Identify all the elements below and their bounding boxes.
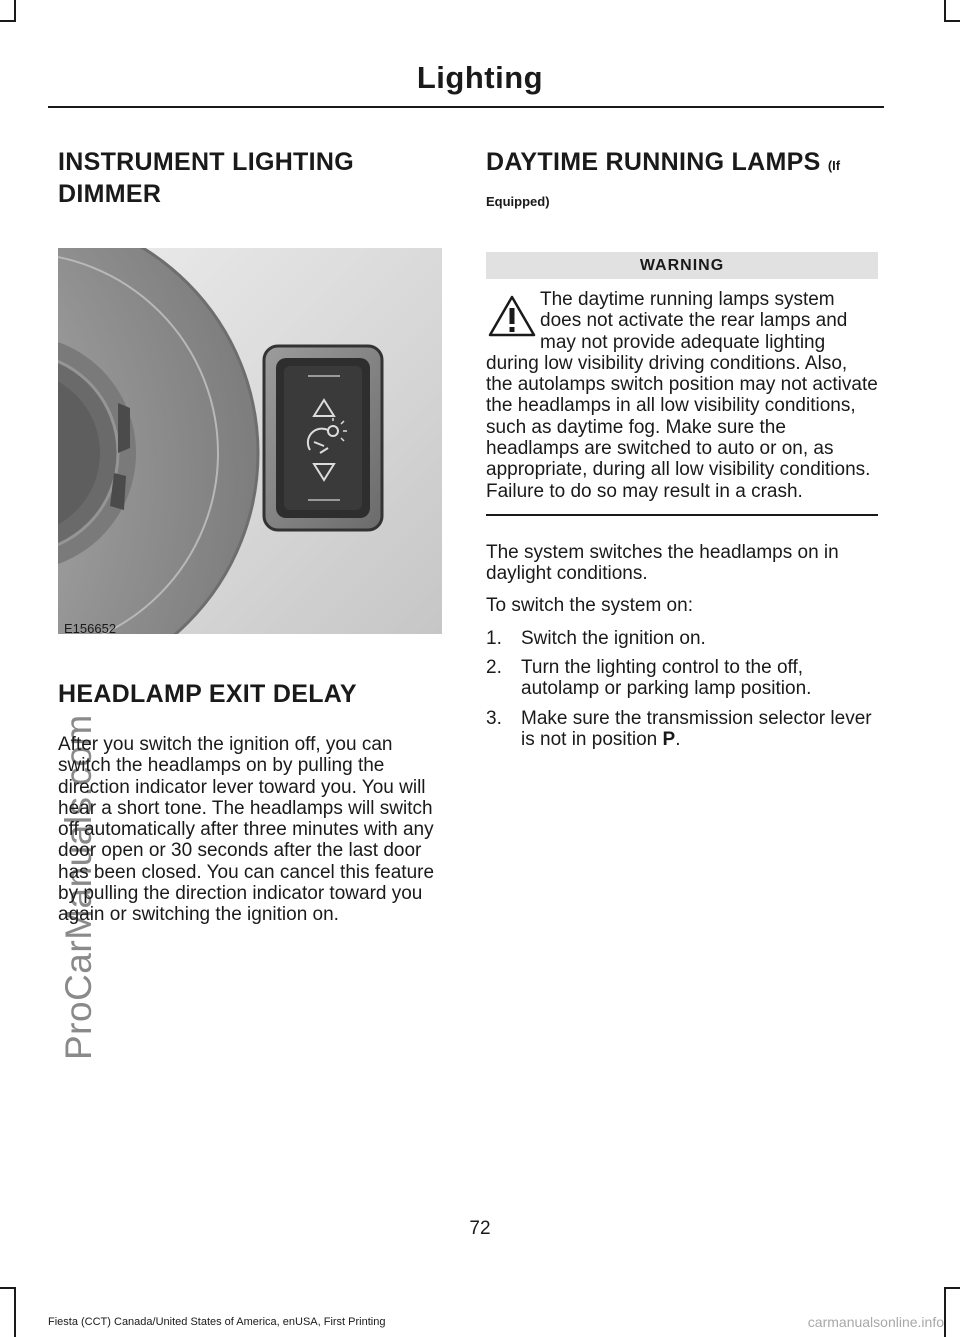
step-tail: . bbox=[675, 729, 681, 751]
right-column bbox=[486, 146, 878, 758]
list-item bbox=[486, 628, 878, 649]
drl-intro: The system switches the headlamps on in daylight conditions. bbox=[486, 541, 839, 585]
drl-if-equipped: (If Equipped) bbox=[486, 158, 841, 209]
page-title: Lighting bbox=[416, 60, 544, 95]
crop-mark bbox=[944, 1287, 960, 1289]
footer-watermark: carmanualsonline.info bbox=[807, 1314, 944, 1330]
exit-delay-heading: HEADLAMP EXIT DELAY bbox=[58, 680, 357, 708]
warning-triangle-icon bbox=[486, 289, 538, 351]
footer-edition: Fiesta (CCT) Canada/United States of America, enUSA, First Printing bbox=[48, 1316, 386, 1328]
steps-list bbox=[486, 628, 878, 750]
page-number: 72 bbox=[469, 1218, 491, 1239]
dimmer-switch-illustration bbox=[58, 248, 442, 634]
list-item bbox=[486, 708, 878, 751]
drl-heading-text: DAYTIME RUNNING LAMPS bbox=[486, 148, 821, 176]
figure-label: E156652 bbox=[64, 621, 117, 636]
crop-mark bbox=[14, 0, 16, 22]
warning-label: WARNING bbox=[486, 252, 878, 279]
dimmer-switch-figure bbox=[58, 248, 442, 634]
drl-heading bbox=[486, 146, 878, 218]
exit-delay-body: After you switch the ignition off, you can switch the headlamps on by pulling the direction indicator lever toward you. You will hear a short tone. The headlamps will switch off automatically after three minutes with any door open or 30 seconds after the last door has been closed. You can cancel this feature by pulling the direction indicator toward you again or switching the ignition on. bbox=[58, 734, 435, 926]
steps-intro: To switch the system on: bbox=[486, 594, 693, 616]
crop-mark bbox=[944, 1287, 946, 1337]
step-number: 3. bbox=[486, 707, 502, 729]
step-position-value: P bbox=[662, 729, 676, 751]
warning-divider bbox=[486, 514, 878, 516]
crop-mark bbox=[14, 1287, 16, 1337]
header-divider bbox=[48, 106, 884, 108]
step-text: Make sure the transmission selector lever is not in position bbox=[521, 707, 872, 751]
list-item bbox=[486, 657, 878, 700]
crop-mark bbox=[0, 1287, 16, 1289]
crop-mark bbox=[0, 20, 16, 22]
left-column bbox=[58, 146, 446, 926]
step-number: 2. bbox=[486, 657, 502, 679]
warning-text: The daytime running lamps system does not activate the rear lamps and may not provide adequate lighting during low visibility driving conditions. Also, the autolamps switch position may not activate the headlamps in all low visibility conditions, such as daytime fog. Make sure the headlamps are switched to auto or on, as appropriate, during all low visibility conditions. Failure to do so may result in a crash. bbox=[486, 289, 878, 502]
crop-mark bbox=[944, 0, 946, 22]
warning-box bbox=[486, 289, 878, 502]
step-text: Turn the lighting control to the off, autolamp or parking lamp position. bbox=[521, 657, 812, 700]
step-text: Switch the ignition on. bbox=[521, 627, 706, 649]
dimmer-heading: INSTRUMENT LIGHTING DIMMER bbox=[58, 148, 354, 208]
step-number: 1. bbox=[486, 627, 502, 649]
side-watermark: ProCarManuals.com bbox=[58, 714, 99, 1060]
crop-mark bbox=[944, 20, 960, 22]
